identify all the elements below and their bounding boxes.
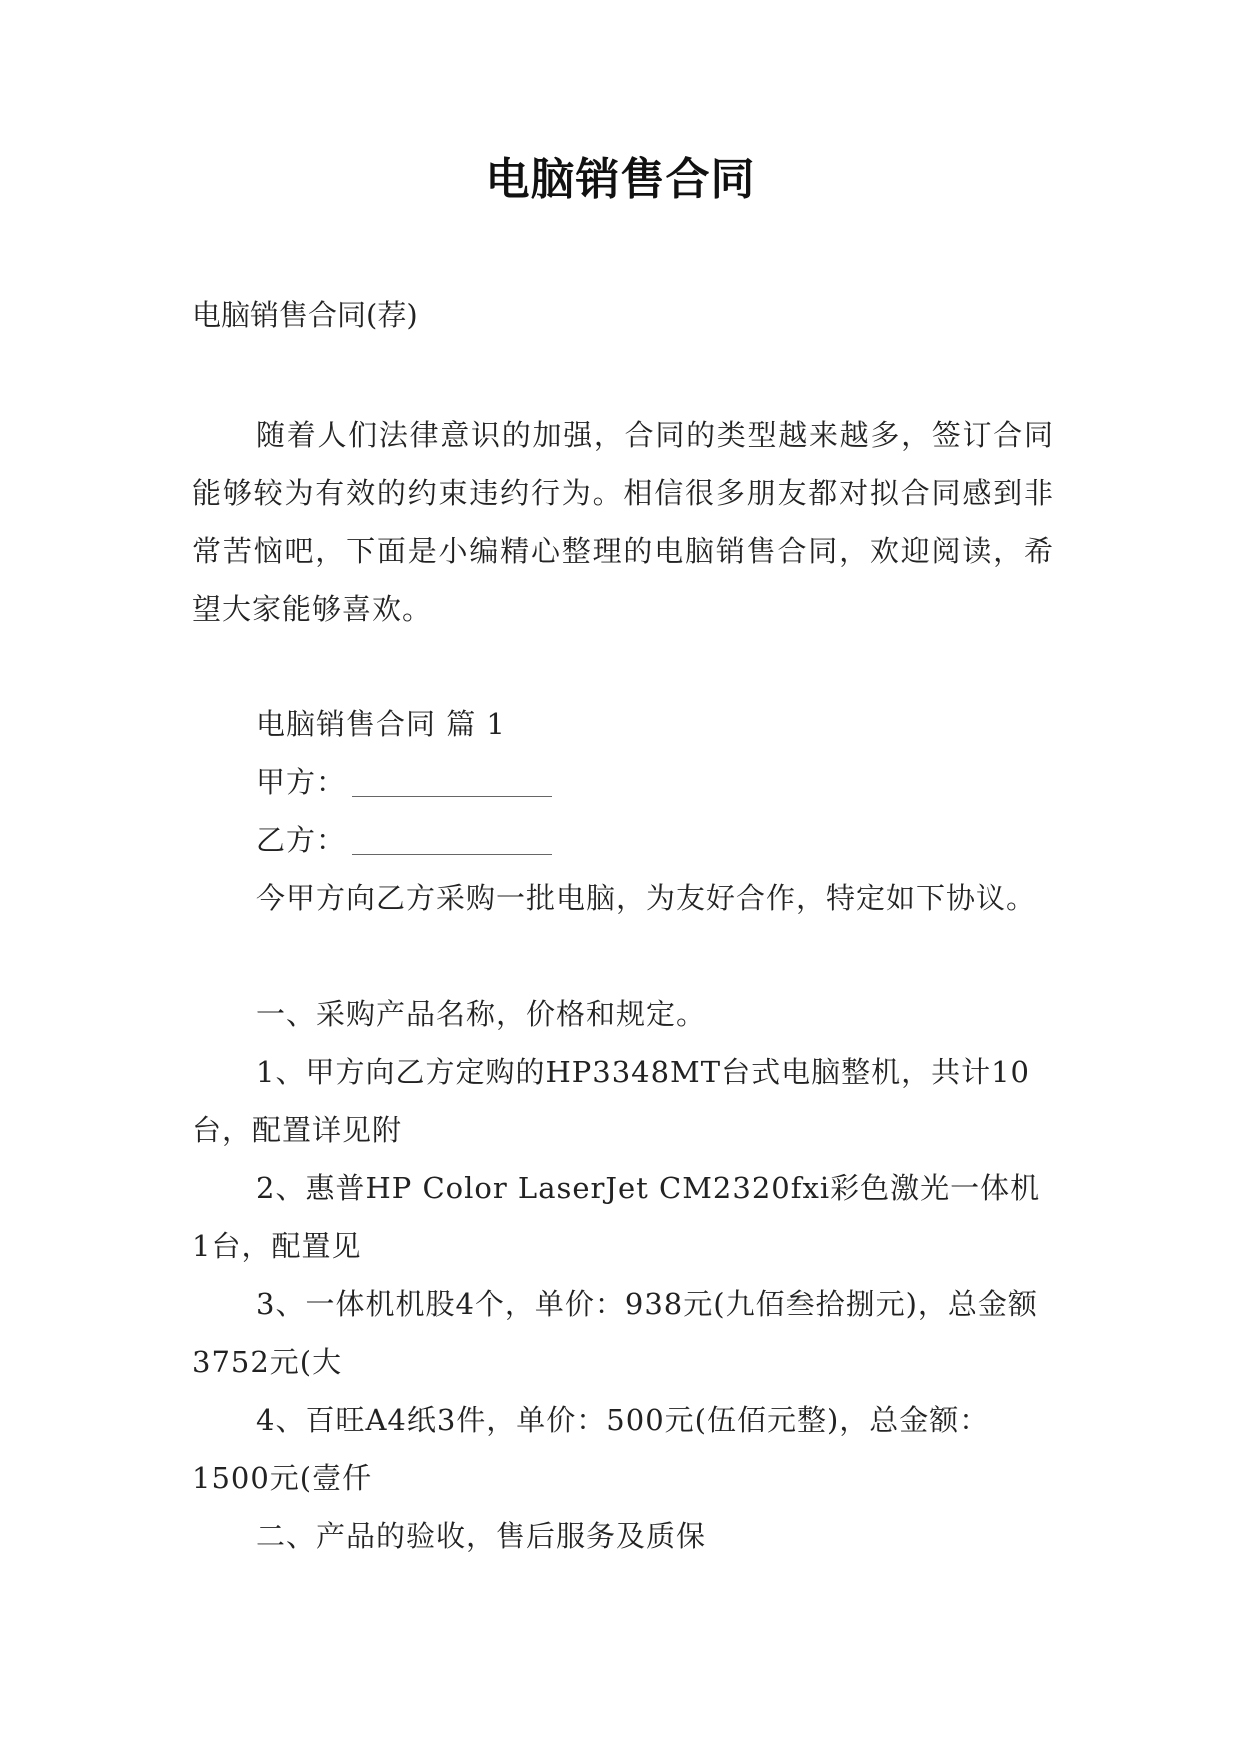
clause-2-heading: 二、产品的验收，售后服务及质保: [256, 1519, 707, 1553]
clause-item-1: 1、甲方向乙方定购的HP3348MT台式电脑整机，共计10台，配置详见附: [192, 1055, 1030, 1147]
clause-item-3: 3、一体机机股4个，单价：938元(九佰叁拾捌元)，总金额3752元(大: [192, 1287, 1038, 1379]
section-heading: 电脑销售合同 篇 1: [256, 707, 506, 741]
document-title: 电脑销售合同: [485, 154, 756, 205]
clause-1-heading: 一、采购产品名称，价格和规定。: [256, 997, 707, 1031]
clause-item-4: 4、百旺A4纸3件，单价：500元(伍佰元整)，总金额：1500元(壹仟: [192, 1403, 990, 1495]
party-a-label: 甲方：: [256, 765, 347, 799]
agreement-intro: 今甲方向乙方采购一批电脑，为友好合作，特定如下协议。: [256, 881, 1037, 915]
intro-paragraph: 随着人们法律意识的加强，合同的类型越来越多，签订合同能够较为有效的约束违约行为。相信很多朋友都对拟合同感到非常苦恼吧，下面是小编精心整理的电脑销售合同，欢迎阅读，希望大家能够喜欢。: [192, 418, 1054, 626]
party-b-label: 乙方：: [256, 823, 347, 857]
party-b-blank: [352, 834, 552, 855]
document-subtitle: 电脑销售合同(荐): [192, 298, 418, 332]
party-a-blank: [352, 776, 552, 797]
party-b-line: [192, 811, 1054, 869]
party-a-line: [192, 753, 1054, 811]
clause-item-2: 2、惠普HP Color LaserJet CM2320fxi彩色激光一体机1台，配置见: [192, 1171, 1041, 1263]
